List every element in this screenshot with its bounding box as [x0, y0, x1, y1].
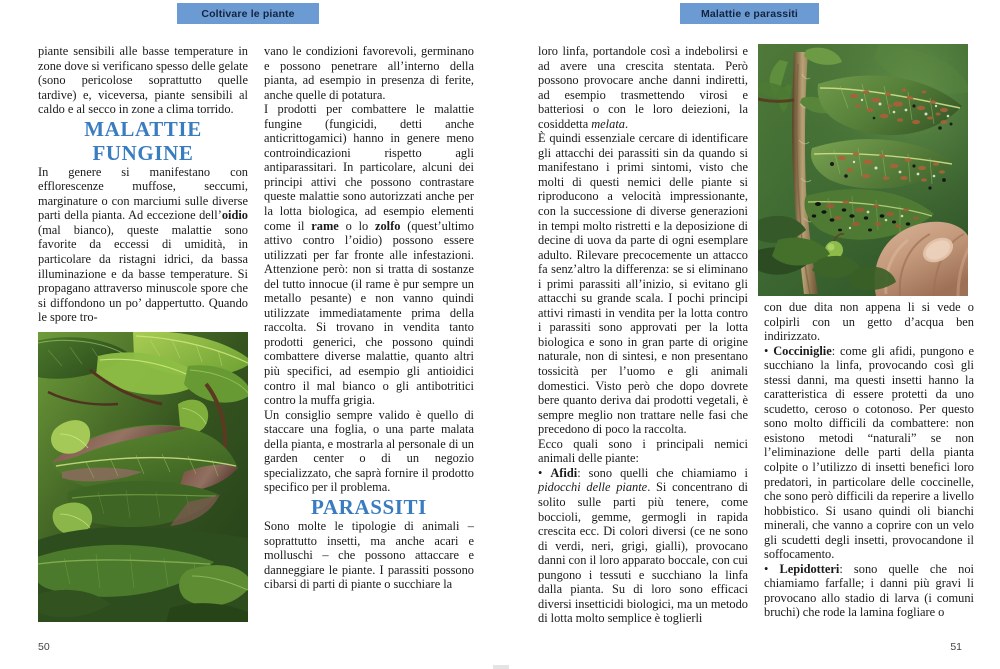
paragraph: Un consiglio sempre valido è quello di staccare una foglia, o una parte malata della pianta, e mostrarla al personale di un garden center o di un negozio specializzato, che saprà fornire il prodotto specifico per il problema.: [264, 407, 474, 495]
aphid-infested-leaves-photo: [758, 44, 968, 296]
text-run: o lo: [338, 218, 375, 233]
bullet-item-lepidotteri: [764, 562, 974, 620]
text-run: . Si concentrano di solito sulle parti più tenere, come boccioli, gemme, germogli in rapida crescita ecc. Di colori diversi (ce ne sono di verdi, neri, grigi, gialli), provocano danni con il loro apparato boccale, con cui pungono i tessuti e succhiano la linfa dalla pianta. Su di loro sono efficaci diversi insetticidi biologici, ma un metodo di lotta molto semplice è toglierli: [538, 480, 748, 626]
bullet-marker: •: [538, 465, 551, 480]
text-run: (quest’ultimo attivo contro l’oidio) possono essere utilizzati per far fronte alle infestazioni. Attenzione però: non si tratta di sostanze del tutto innocue (il rame è pur sempre un metallo pesante) e non vanno quindi utilizzate immediatamente prima della raccolta. Si trovano in vendita tanto prodotti generici, che possono quindi combattere diverse malattie, quanto altri più specifici, ad esempio gli antioidici contro il mal bianco o gli antibotritici contro la muffa grigia.: [264, 218, 474, 408]
text-run-bold: Afidi: [550, 465, 578, 480]
left-column-1: [38, 44, 248, 325]
text-run-bold: rame: [311, 218, 339, 233]
section-heading-parassiti: PARASSITI: [311, 494, 427, 519]
right-column-1: [538, 44, 748, 626]
paragraph: Ecco quali sono i principali nemici animali delle piante:: [538, 436, 748, 466]
bullet-marker: •: [764, 561, 780, 576]
text-run-italic: melata: [591, 116, 625, 131]
text-run-bold: zolfo: [374, 218, 401, 233]
paragraph: Sono molte le tipologie di animali – soprattutto insetti, ma anche acari e molluschi – che possono attaccare e danneggiare le piante. I parassiti possono cibarsi di parti di piante o succhiare la: [264, 518, 474, 592]
paragraph: con due dita non appena li si vede o colpirli con un getto d’acqua ben indirizzato.: [764, 300, 974, 344]
paragraph: piante sensibili alle basse temperature in zone dove si verificano spesso delle gelate (sono pericolose soprattutto quelle tardive) e, viceversa, piante sensibili al caldo e al secco in zone a clima torrido.: [38, 44, 248, 117]
right-page: [500, 0, 1000, 669]
text-run: : come gli afidi, pungono e succhiano la linfa, provocando così gli stessi danni, ma questi insetti hanno la caratteristica di essere protetti da uno scudetto, ceroso o cotonoso. Per questo sono molto difficili da combattere: non esistono metodi “naturali” se non l’eliminazione delle parti della pianta colpite o l’utilizzo di insetti benefici loro predatori, in particolare delle coccinelle, che sono però difficili da reperire a livello hobbistico. Si usano quindi oli bianchi minerali, che vanno a coprire con un velo gli scudetti degli insetti, provocandone il soffocamento.: [764, 343, 975, 562]
text-run: I prodotti per combattere le malattie fungine (fungicidi, detti anche anticrittogamici) hanno in genere meno controindicazioni rispetto agli antiparassitari. In particolare, alcuni dei principi attivi che possono contrastare queste malattie sono autorizzati anche per la lotta biologica, ad esempio elementi come il: [264, 102, 474, 233]
running-header-right: Malattie e parassiti: [680, 3, 819, 24]
text-run-italic: pidocchi delle piante: [538, 480, 648, 495]
bullet-item-cocciniglie: [764, 344, 974, 562]
section-heading-malattie-fungine: MALATTIE FUNGINE: [84, 116, 202, 165]
text-run: (mal bianco), queste malattie sono favorite da eccessi di umidità, in particolare da ristagni idrici, da bassa illuminazione e da basse temperature. Si propagano attraverso minuscole spore che si diffondono un po’ dappertutto. Quando le spore tro-: [38, 222, 248, 325]
paragraph: È quindi essenziale cercare di identificare gli attacchi dei parassiti sin da quando si manifestano i primi sintomi, visto che molti di questi nemici delle piante si riproducono a velocità impressionante, con la successione di diverse generazioni in tempi molto ristretti e la deposizione di decine di uova da parte di ogni esemplare adulto. Rilevare precocemente un attacco fa senz’altro la differenza: se si eliminano i primi parassiti all’inizio, si evitano gli attacchi su grande scala. I pochi principi attivi rimasti in vendita per la lotta contro i parassiti sono approvati per la lotta biologica e sono in gran parte di origine naturale, non di sintesi, e non presentano tossicità per l’uomo e gli animali domestici. Visto però che dopo dovrete bere quanto deriva dai prodotti vegetali, è sempre meglio non trattare nelle fasi che precedono di poco la raccolta.: [538, 131, 748, 437]
gutter-seam-mark: [493, 665, 509, 669]
paragraph: [538, 44, 748, 131]
paragraph: vano le condizioni favorevoli, germinano e possono penetrare all’interno della pianta, ad esempio in presenza di ferite, anche quelle di potatura.: [264, 44, 474, 102]
text-run: .: [624, 116, 629, 131]
bullet-item-afidi: [538, 466, 748, 626]
text-run-bold: Lepidotteri: [779, 561, 840, 576]
paragraph: [264, 102, 474, 407]
page-number-left: 50: [38, 641, 50, 653]
paragraph: [38, 165, 248, 325]
left-column-2: [264, 44, 474, 592]
text-run-bold: Cocciniglie: [773, 343, 832, 358]
text-run: : sono quelle che noi chiamiamo farfalle; i danni più gravi li provocano allo stadio di larva (i comuni bruchi) che rode la lamina fogliare o: [764, 561, 974, 620]
diseased-leaves-photo: [38, 332, 248, 622]
text-run: loro linfa, portandole così a indebolirsi e ad avere una crescita stentata. Però possono provocare anche danni indiretti, ad esempio trasmettendo virosi e batteriosi o con le loro deiezioni, la cosiddetta: [538, 44, 748, 131]
text-run: : sono quelli che chiamiamo i: [577, 465, 748, 480]
running-header-left: Coltivare le piante: [177, 3, 319, 24]
page-number-right: 51: [950, 641, 962, 653]
text-run: In genere si manifestano con efflorescenze muffose, seccumi, marginature o con marciumi sulle diverse parti della pianta. Ad eccezione dell’: [38, 164, 248, 223]
bullet-marker: •: [764, 343, 774, 358]
text-run-bold: oidio: [221, 208, 248, 223]
